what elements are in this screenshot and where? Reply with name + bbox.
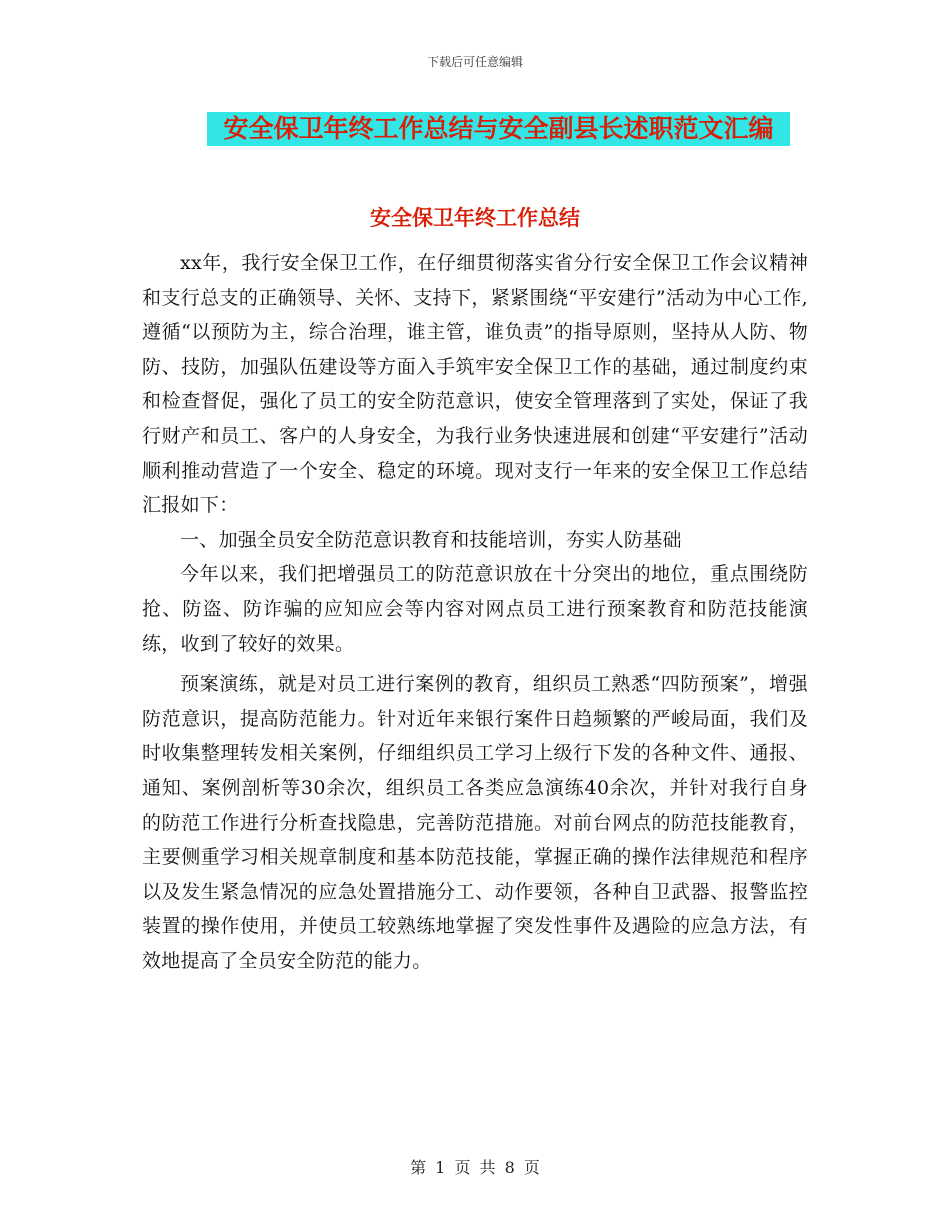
- document-body: [142, 246, 808, 978]
- main-title-highlight: [207, 112, 790, 146]
- main-title: 安全保卫年终工作总结与安全副县长述职范文汇编: [223, 114, 774, 143]
- paragraph-intro: xx年，我行安全保卫工作，在仔细贯彻落实省分行安全保卫工作会议精神和支行总支的正确领导、关怀、支持下，紧紧围绕“平安建行”活动为中心工作,遵循“以预防为主，综合治理，谁主管，谁负责”的指导原则，坚持从人防、物防、技防，加强队伍建设等方面入手筑牢安全保卫工作的基础，通过制度约束和检查督促，强化了员工的安全防范意识，使安全管理落到了实处，保证了我行财产和员工、客户的人身安全，为我行业务快速进展和创建“平安建行”活动顺利推动营造了一个安全、稳定的环境。现对支行一年来的安全保卫工作总结汇报如下：: [142, 252, 808, 517]
- section-title: 安全保卫年终工作总结: [370, 205, 580, 230]
- paragraph-drills: 预案演练，就是对员工进行案例的教育，组织员工熟悉“四防预案”，增强防范意识，提高防范能力。针对近年来银行案件日趋频繁的严峻局面，我们及时收集整理转发相关案例，仔细组织员工学习上级行下发的各种文件、通报、通知、案例剖析等30余次，组织员工各类应急演练40余次，并针对我行自身的防范工作进行分析查找隐患，完善防范措施。对前台网点的防范技能教育，主要侧重学习相关规章制度和基本防范技能，掌握正确的操作法律规范和程序以及发生紧急情况的应急处置措施分工、动作要领，各种自卫武器、报警监控装置的操作使用，并使员工较熟练地掌握了突发性事件及遇险的应急方法，有效地提高了全员安全防范的能力。: [142, 673, 808, 972]
- header-note: 下载后可任意编辑: [426, 55, 523, 69]
- paragraph-heading-1: 一、加强全员安全防范意识教育和技能培训，夯实人防基础: [180, 528, 682, 551]
- page-indicator: 第 1 页 共 8 页: [410, 1158, 540, 1177]
- paragraph-training: 今年以来，我们把增强员工的防范意识放在十分突出的地位，重点围绕防抢、防盗、防诈骗的应知应会等内容对网点员工进行预案教育和防范技能演练，收到了较好的效果。: [142, 563, 808, 655]
